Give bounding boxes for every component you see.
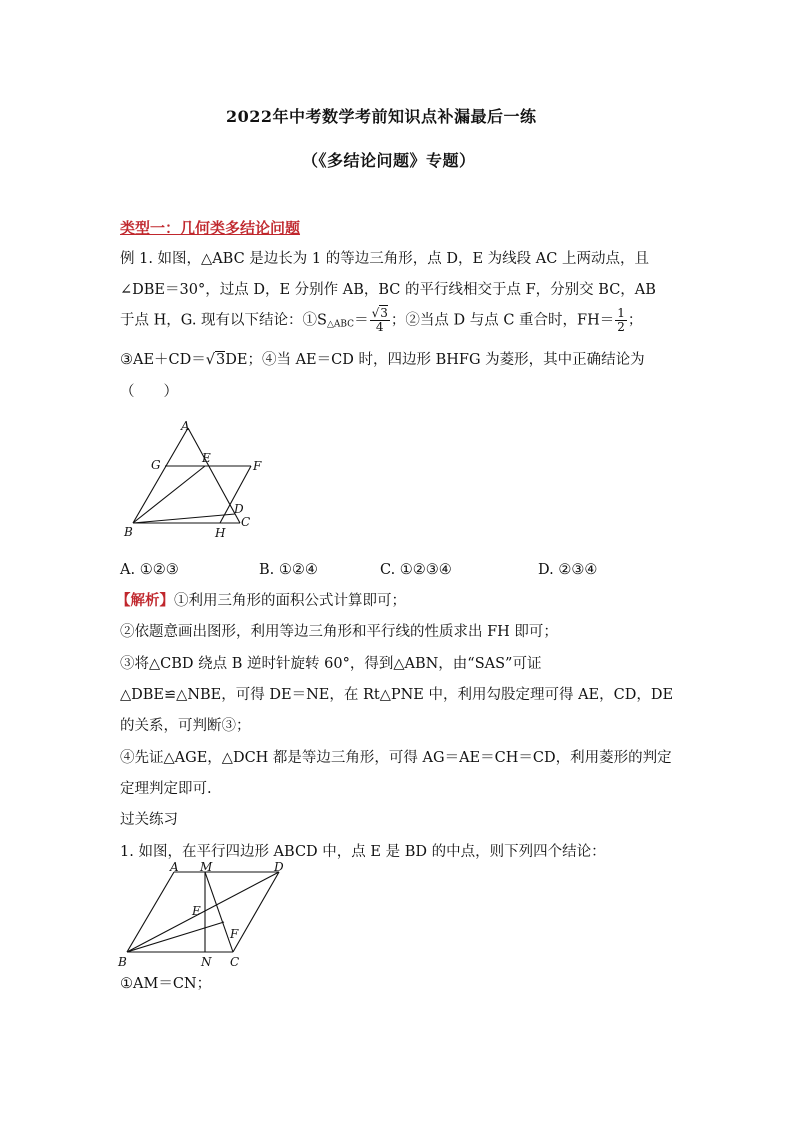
half-denominator: 2	[617, 320, 625, 334]
example-line-1: 例 1. 如图，△ABC 是边长为 1 的等边三角形，点 D，E 为线段 AC 上两动点，且	[120, 251, 649, 267]
conclusion-2-text: ；②当点 D 与点 C 重合时，FH＝	[390, 312, 615, 329]
label-d: D	[274, 862, 284, 874]
example-line-3	[120, 307, 642, 335]
section-heading: 类型一：几何类多结论问题	[120, 219, 301, 237]
question-1-item-1: ①AM＝CN；	[120, 976, 212, 992]
analysis-text-1: ①利用三角形的面积公式计算即可；	[174, 593, 406, 609]
label-e: E	[192, 904, 201, 918]
label-d: D	[234, 502, 244, 516]
half-numerator: 1	[617, 306, 625, 320]
label-b: B	[118, 955, 127, 969]
analysis-line-6: ④先证△AGE，△DCH 都是等边三角形，可得 AG＝AE＝CH＝CD，利用菱形的判定	[120, 750, 672, 766]
label-c: C	[241, 515, 251, 529]
label-a: A	[181, 419, 190, 433]
page-title: 2022年中考数学考前知识点补漏最后一练	[226, 107, 537, 126]
label-h: H	[215, 526, 226, 540]
analysis-line-1	[116, 591, 406, 611]
label-g: G	[151, 458, 161, 472]
line-end-mark: ；	[627, 312, 643, 329]
analysis-tag: 【解析】	[116, 592, 174, 609]
label-f: F	[253, 459, 262, 473]
example-line-2: ∠DBE＝30°，过点 D，E 分别作 AB，BC 的平行线相交于点 F，分别交 BC，AB	[120, 282, 656, 298]
conclusion-4-text: DE；④当 AE＝CD 时，四边形 BHFG 为菱形，其中正确结论为	[225, 352, 645, 368]
example-line-4: ③AE＋CD＝√3DE；④当 AE＝CD 时，四边形 BHFG 为菱形，其中正确结论为	[120, 352, 645, 368]
one-half-fraction	[615, 307, 627, 334]
figure-triangle-abc	[118, 418, 268, 546]
analysis-line-7: 定理判定即可.	[120, 781, 212, 797]
label-c: C	[230, 955, 240, 969]
fraction-denominator: 4	[375, 320, 384, 334]
area-subscript: △ABC	[326, 319, 355, 330]
sqrt-radicand: 3	[380, 306, 388, 320]
practice-heading: 过关练习	[120, 812, 178, 828]
label-a: A	[170, 862, 179, 874]
analysis-line-5: 的关系，可判断③；	[120, 718, 251, 734]
analysis-line-4: △DBE≌△NBE，可得 DE＝NE，在 Rt△PNE 中，利用勾股定理可得 AE，CD，DE	[120, 687, 674, 703]
label-e: E	[202, 451, 211, 465]
option-d: D. ②③④	[538, 562, 598, 578]
question-1: 1. 如图，在平行四边形 ABCD 中，点 E 是 BD 的中点，则下列四个结论：	[120, 844, 606, 860]
option-b: B. ①②④	[259, 562, 318, 578]
label-f: F	[230, 927, 239, 941]
conclusion-1-text: 于点 H，G. 现有以下结论：①S	[120, 312, 327, 329]
option-c: C. ①②③④	[380, 562, 452, 578]
label-b: B	[124, 525, 133, 539]
figure-parallelogram-abcd	[116, 862, 292, 972]
label-n: N	[201, 955, 212, 969]
sqrt3-over-4-fraction: $\frac{√3}{4}$	[371, 306, 388, 334]
answer-blank: （ ）	[120, 384, 178, 400]
analysis-line-3: ③将△CBD 绕点 B 逆时针旋转 60°，得到△ABN，由“SAS”可证	[120, 656, 542, 672]
equals-sign: ＝	[354, 312, 369, 329]
conclusion-3-text: ③AE＋CD＝	[120, 352, 206, 368]
sqrt3-radicand: 3	[216, 352, 226, 368]
analysis-line-2: ②依题意画出图形，利用等边三角形和平行线的性质求出 FH 即可；	[120, 624, 558, 640]
option-a: A. ①②③	[120, 562, 179, 578]
page-subtitle: （《多结论问题》专题）	[302, 151, 476, 170]
label-m: M	[200, 862, 213, 874]
